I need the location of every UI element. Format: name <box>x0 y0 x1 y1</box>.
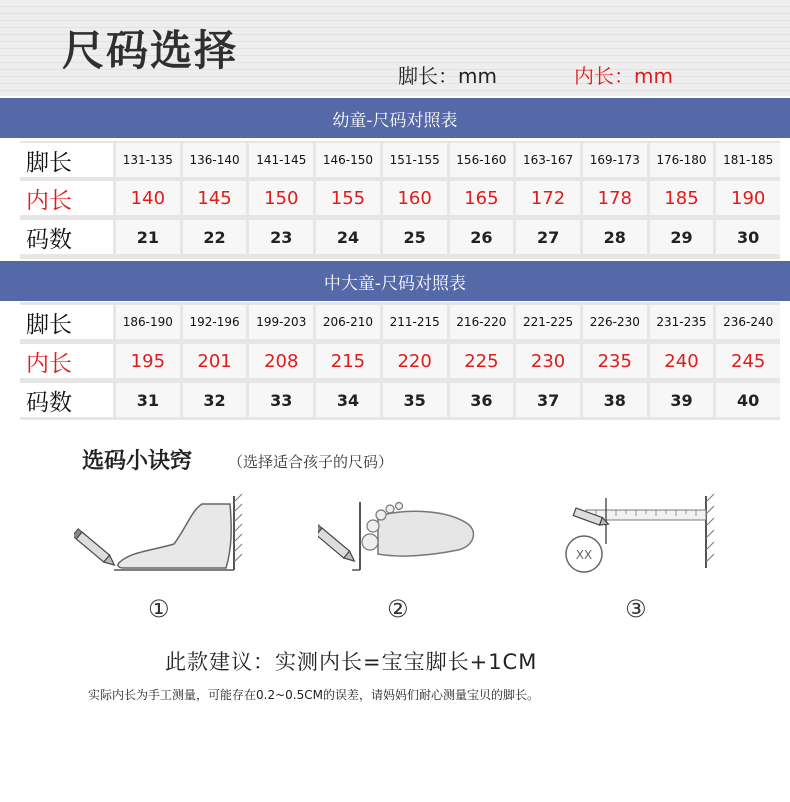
note-text: 实际内长为手工测量，可能存在0.2~0.5CM的误差，请妈妈们耐心测量宝贝的脚长。 <box>88 688 539 702</box>
foot-icon <box>378 511 473 556</box>
table-cell: 37 <box>516 383 580 417</box>
table-cell: 172 <box>516 181 580 215</box>
unit-foot-length: 脚长：mm <box>398 64 497 88</box>
table-cell: 176-180 <box>650 143 714 177</box>
table-cell: 169-173 <box>583 143 647 177</box>
table-cell: 28 <box>583 220 647 254</box>
table-row-foot <box>20 143 780 177</box>
table-cell: 181-185 <box>716 143 780 177</box>
table-row-size <box>20 220 780 254</box>
table-cell: 151-155 <box>383 143 447 177</box>
row-label-inner: 内长 <box>20 181 113 215</box>
table-row-foot <box>20 305 780 339</box>
unit-inner-length: 内长：mm <box>574 64 673 88</box>
foot-top-illustration <box>318 488 498 584</box>
table-cell: 192-196 <box>183 305 247 339</box>
table-cell: 23 <box>249 220 313 254</box>
table-cell: 231-235 <box>650 305 714 339</box>
table-cell: 145 <box>183 181 247 215</box>
table-cell: 36 <box>450 383 514 417</box>
table-cell: 226-230 <box>583 305 647 339</box>
table-cell: 225 <box>450 344 514 378</box>
foot-icon <box>118 504 231 568</box>
table-cell: 165 <box>450 181 514 215</box>
row-label-size: 码数 <box>20 383 113 417</box>
table-cell: 31 <box>116 383 180 417</box>
table-cell: 27 <box>516 220 580 254</box>
wall-icon <box>706 494 714 568</box>
row-label-inner: 内长 <box>20 344 113 378</box>
table-row-inner <box>20 344 780 378</box>
advice-text: 此款建议：实测内长=宝宝脚长+1CM <box>165 650 538 674</box>
table-cell: 220 <box>383 344 447 378</box>
step-number-3: ③ <box>625 595 647 623</box>
table-cell: 211-215 <box>383 305 447 339</box>
table-cell: 39 <box>650 383 714 417</box>
table-cell: 131-135 <box>116 143 180 177</box>
table-cell: 185 <box>650 181 714 215</box>
step-number-2: ② <box>387 595 409 623</box>
table-cell: 208 <box>249 344 313 378</box>
table-cell: 186-190 <box>116 305 180 339</box>
pencil-icon <box>74 529 117 569</box>
table-cell: 29 <box>650 220 714 254</box>
row-label-foot: 脚长 <box>20 143 113 177</box>
step-number-1: ① <box>148 595 170 623</box>
table-cell: 245 <box>716 344 780 378</box>
table-cell: 199-203 <box>249 305 313 339</box>
table-cell: 21 <box>116 220 180 254</box>
table-cell: 25 <box>383 220 447 254</box>
row-label-foot: 脚长 <box>20 305 113 339</box>
table-cell: 221-225 <box>516 305 580 339</box>
table-cell: 155 <box>316 181 380 215</box>
table-cell: 34 <box>316 383 380 417</box>
table-cell: 240 <box>650 344 714 378</box>
foot-side-illustration <box>74 488 254 584</box>
table-cell: 26 <box>450 220 514 254</box>
table-cell: 216-220 <box>450 305 514 339</box>
page-title: 尺码选择 <box>62 26 239 75</box>
table-cell: 201 <box>183 344 247 378</box>
pencil-icon <box>318 525 357 565</box>
tips-subtitle: （选择适合孩子的尺码） <box>228 453 394 471</box>
ruler-measure-illustration <box>556 488 726 584</box>
table-cell: 160 <box>383 181 447 215</box>
table-cell: 24 <box>316 220 380 254</box>
table-cell: 140 <box>116 181 180 215</box>
table-cell: 195 <box>116 344 180 378</box>
table-cell: 230 <box>516 344 580 378</box>
table-cell: 163-167 <box>516 143 580 177</box>
table-cell: 150 <box>249 181 313 215</box>
badge-text: XX <box>575 548 593 562</box>
section-big-title: 中大童-尺码对照表 <box>0 261 790 301</box>
table-cell: 30 <box>716 220 780 254</box>
table-row-size <box>20 383 780 417</box>
tips-title: 选码小诀窍 <box>82 448 193 474</box>
table-cell: 156-160 <box>450 143 514 177</box>
table-cell: 136-140 <box>183 143 247 177</box>
size-table-big <box>20 302 780 420</box>
table-row-inner <box>20 181 780 215</box>
table-cell: 40 <box>716 383 780 417</box>
table-cell: 22 <box>183 220 247 254</box>
table-cell: 33 <box>249 383 313 417</box>
table-cell: 141-145 <box>249 143 313 177</box>
section-small-title: 幼童-尺码对照表 <box>0 98 790 138</box>
table-cell: 206-210 <box>316 305 380 339</box>
table-cell: 190 <box>716 181 780 215</box>
table-cell: 236-240 <box>716 305 780 339</box>
table-cell: 178 <box>583 181 647 215</box>
table-cell: 215 <box>316 344 380 378</box>
table-cell: 235 <box>583 344 647 378</box>
table-cell: 35 <box>383 383 447 417</box>
table-cell: 146-150 <box>316 143 380 177</box>
size-table-small <box>20 141 780 259</box>
row-label-size: 码数 <box>20 220 113 254</box>
table-cell: 38 <box>583 383 647 417</box>
table-cell: 32 <box>183 383 247 417</box>
